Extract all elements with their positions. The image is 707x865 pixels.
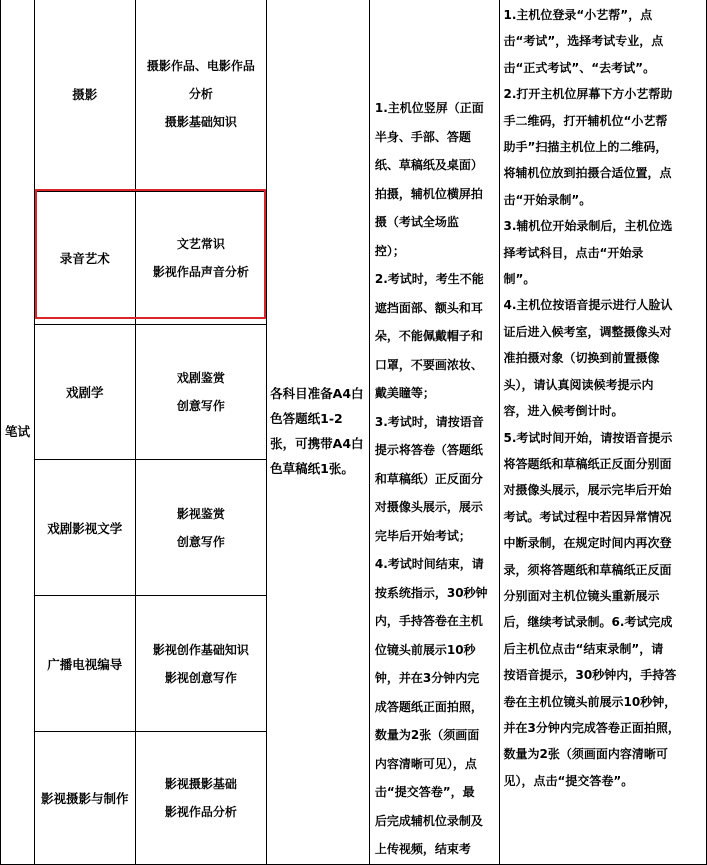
subject-content: 影视摄影基础 影视作品分析 [135, 732, 267, 864]
steps-line: 后，继续考试录制。6.考试完成 [503, 615, 673, 630]
rules-line: 2.考试时，考生不能 [374, 272, 484, 286]
rules-line: 内，手持答卷在主机 [374, 614, 483, 628]
rules-line: 1.主机位竖屏（正面 [374, 101, 484, 115]
steps-line: 按语音提示，30秒钟内，手持答 [503, 668, 677, 683]
steps-line: 击“正式考试”、“去考试”。 [503, 60, 656, 75]
steps-line: 准拍摄对象（切换到前置摄像 [503, 351, 660, 366]
steps-line: 击“考试”，选择考试专业，点 [503, 34, 664, 49]
steps-line: 头），请认真阅读候考提示内 [503, 377, 654, 392]
rules-line: 对摄像头展示，展示 [374, 500, 483, 514]
rules-line: 口罩，不要画浓妆、 [374, 357, 483, 372]
rules-line: 成答题纸正面拍照， [374, 699, 483, 714]
exam-rules [369, 0, 499, 864]
subject-content: 影视鉴赏 创意写作 [135, 459, 267, 595]
steps-line: 录，须将答题纸和草稿纸正反面 [503, 562, 672, 577]
steps-line: 数量为2张（须画面内容清晰可 [503, 747, 668, 762]
rules-line: 控）； [374, 243, 405, 258]
steps-line: 手二维码，打开辅机位“小艺帮 [503, 113, 668, 128]
steps-line: 见），点击“提交答卷”。 [503, 773, 634, 788]
rules-line: 戴美瞳等； [374, 386, 435, 400]
steps-line: 助手”扫描主机位上的二维码， [503, 140, 668, 155]
subject-name: 戏剧学 [34, 324, 135, 459]
rules-line: 完毕后开始考试； [374, 528, 471, 543]
steps-line: 对摄像头展示，展示完毕后开始 [503, 483, 672, 498]
steps-line: 5.考试时间开始，请按语音提示 [503, 430, 673, 445]
steps-line: 制”。 [503, 272, 536, 287]
rules-line: 后完成辅机位录制及 [374, 813, 483, 828]
subject-content: 戏剧鉴赏 创意写作 [135, 324, 267, 459]
subject-content: 影视创作基础知识 影视创意写作 [135, 596, 267, 732]
steps-line: 将辅机位放到拍摄合适位置，点 [503, 166, 672, 181]
steps-line: 考试。考试过程中若因异常情况 [503, 509, 672, 524]
rules-line: 钟，并在3分钟内完 [374, 671, 480, 685]
steps-line: 择考试科目，点击“开始录 [503, 245, 644, 260]
rules-line: 4.考试时间结束，请 [374, 557, 484, 571]
steps-line: 3.辅机位开始录制后，主机位选 [503, 219, 673, 234]
rules-line: 提示将答卷（答题纸 [374, 443, 483, 457]
rules-line: 拍摄，辅机位横屏拍 [374, 186, 483, 201]
exam-steps [499, 0, 706, 864]
rules-line: 朵，不能佩戴帽子和 [374, 329, 483, 343]
rules-line: 击“提交答卷”，最 [374, 785, 475, 799]
subject-name: 广播电视编导 [34, 596, 135, 732]
subject-content: 摄影作品、电影作品 分析 摄影基础知识 [135, 0, 267, 191]
materials-note: 各科目准备A4白 色答题纸1-2 张，可携带A4白 色草稿纸1张。 [267, 0, 370, 864]
steps-line: 卷在主机位镜头前展示10秒钟， [503, 694, 677, 709]
steps-line: 2.打开主机位屏幕下方小艺帮助 [503, 87, 673, 102]
subject-name: 录音艺术 [34, 191, 135, 324]
rules-line: 和草稿纸）正反面分 [374, 471, 483, 486]
steps-line: 1.主机位登录“小艺帮”，点 [503, 8, 653, 22]
rules-line: 数量为2张（须画面 [374, 728, 480, 742]
steps-line: 并在3分钟内完成答卷正面拍照， [503, 720, 680, 735]
rules-line: 3.考试时，请按语音 [374, 414, 484, 429]
steps-line: 容，进入候考倒计时。 [503, 404, 624, 419]
rules-line: 纸、草稿纸及桌面） [374, 158, 483, 172]
steps-line: 中断录制，在规定时间内再次登 [503, 536, 672, 551]
rules-line: 遮挡面部、额头和耳 [374, 300, 483, 315]
rules-line: 上传视频，结束考 [374, 842, 471, 856]
exam-steps-lines [504, 0, 703, 794]
steps-line: 将答题纸和草稿纸正反面分别面 [503, 456, 672, 471]
rules-line: 摄（考试全场监 [374, 215, 459, 229]
exam-rules-lines [375, 94, 496, 864]
steps-line: 4.主机位按语音提示进行人脸认 [503, 298, 673, 313]
subject-name: 影视摄影与制作 [34, 732, 135, 864]
subject-name: 摄影 [34, 0, 135, 191]
subject-content: 文艺常识 影视作品声音分析 [135, 191, 267, 324]
rules-line: 半身、手部、答题 [374, 129, 471, 144]
steps-line: 分别面对主机位镜头重新展示 [503, 588, 660, 603]
steps-line: 后主机位点击“结束录制”，请 [503, 641, 664, 656]
rules-line: 按系统指示，30秒钟 [374, 585, 488, 600]
steps-line: 证后进入候考室，调整摄像头对 [503, 324, 672, 339]
steps-line: 击“开始录制”。 [503, 192, 592, 207]
rules-line: 内容清晰可见），点 [374, 756, 477, 771]
section-label: 笔试 [1, 0, 35, 864]
subject-name: 戏剧影视文学 [34, 459, 135, 595]
rules-line: 位镜头前展示10秒 [374, 642, 476, 657]
